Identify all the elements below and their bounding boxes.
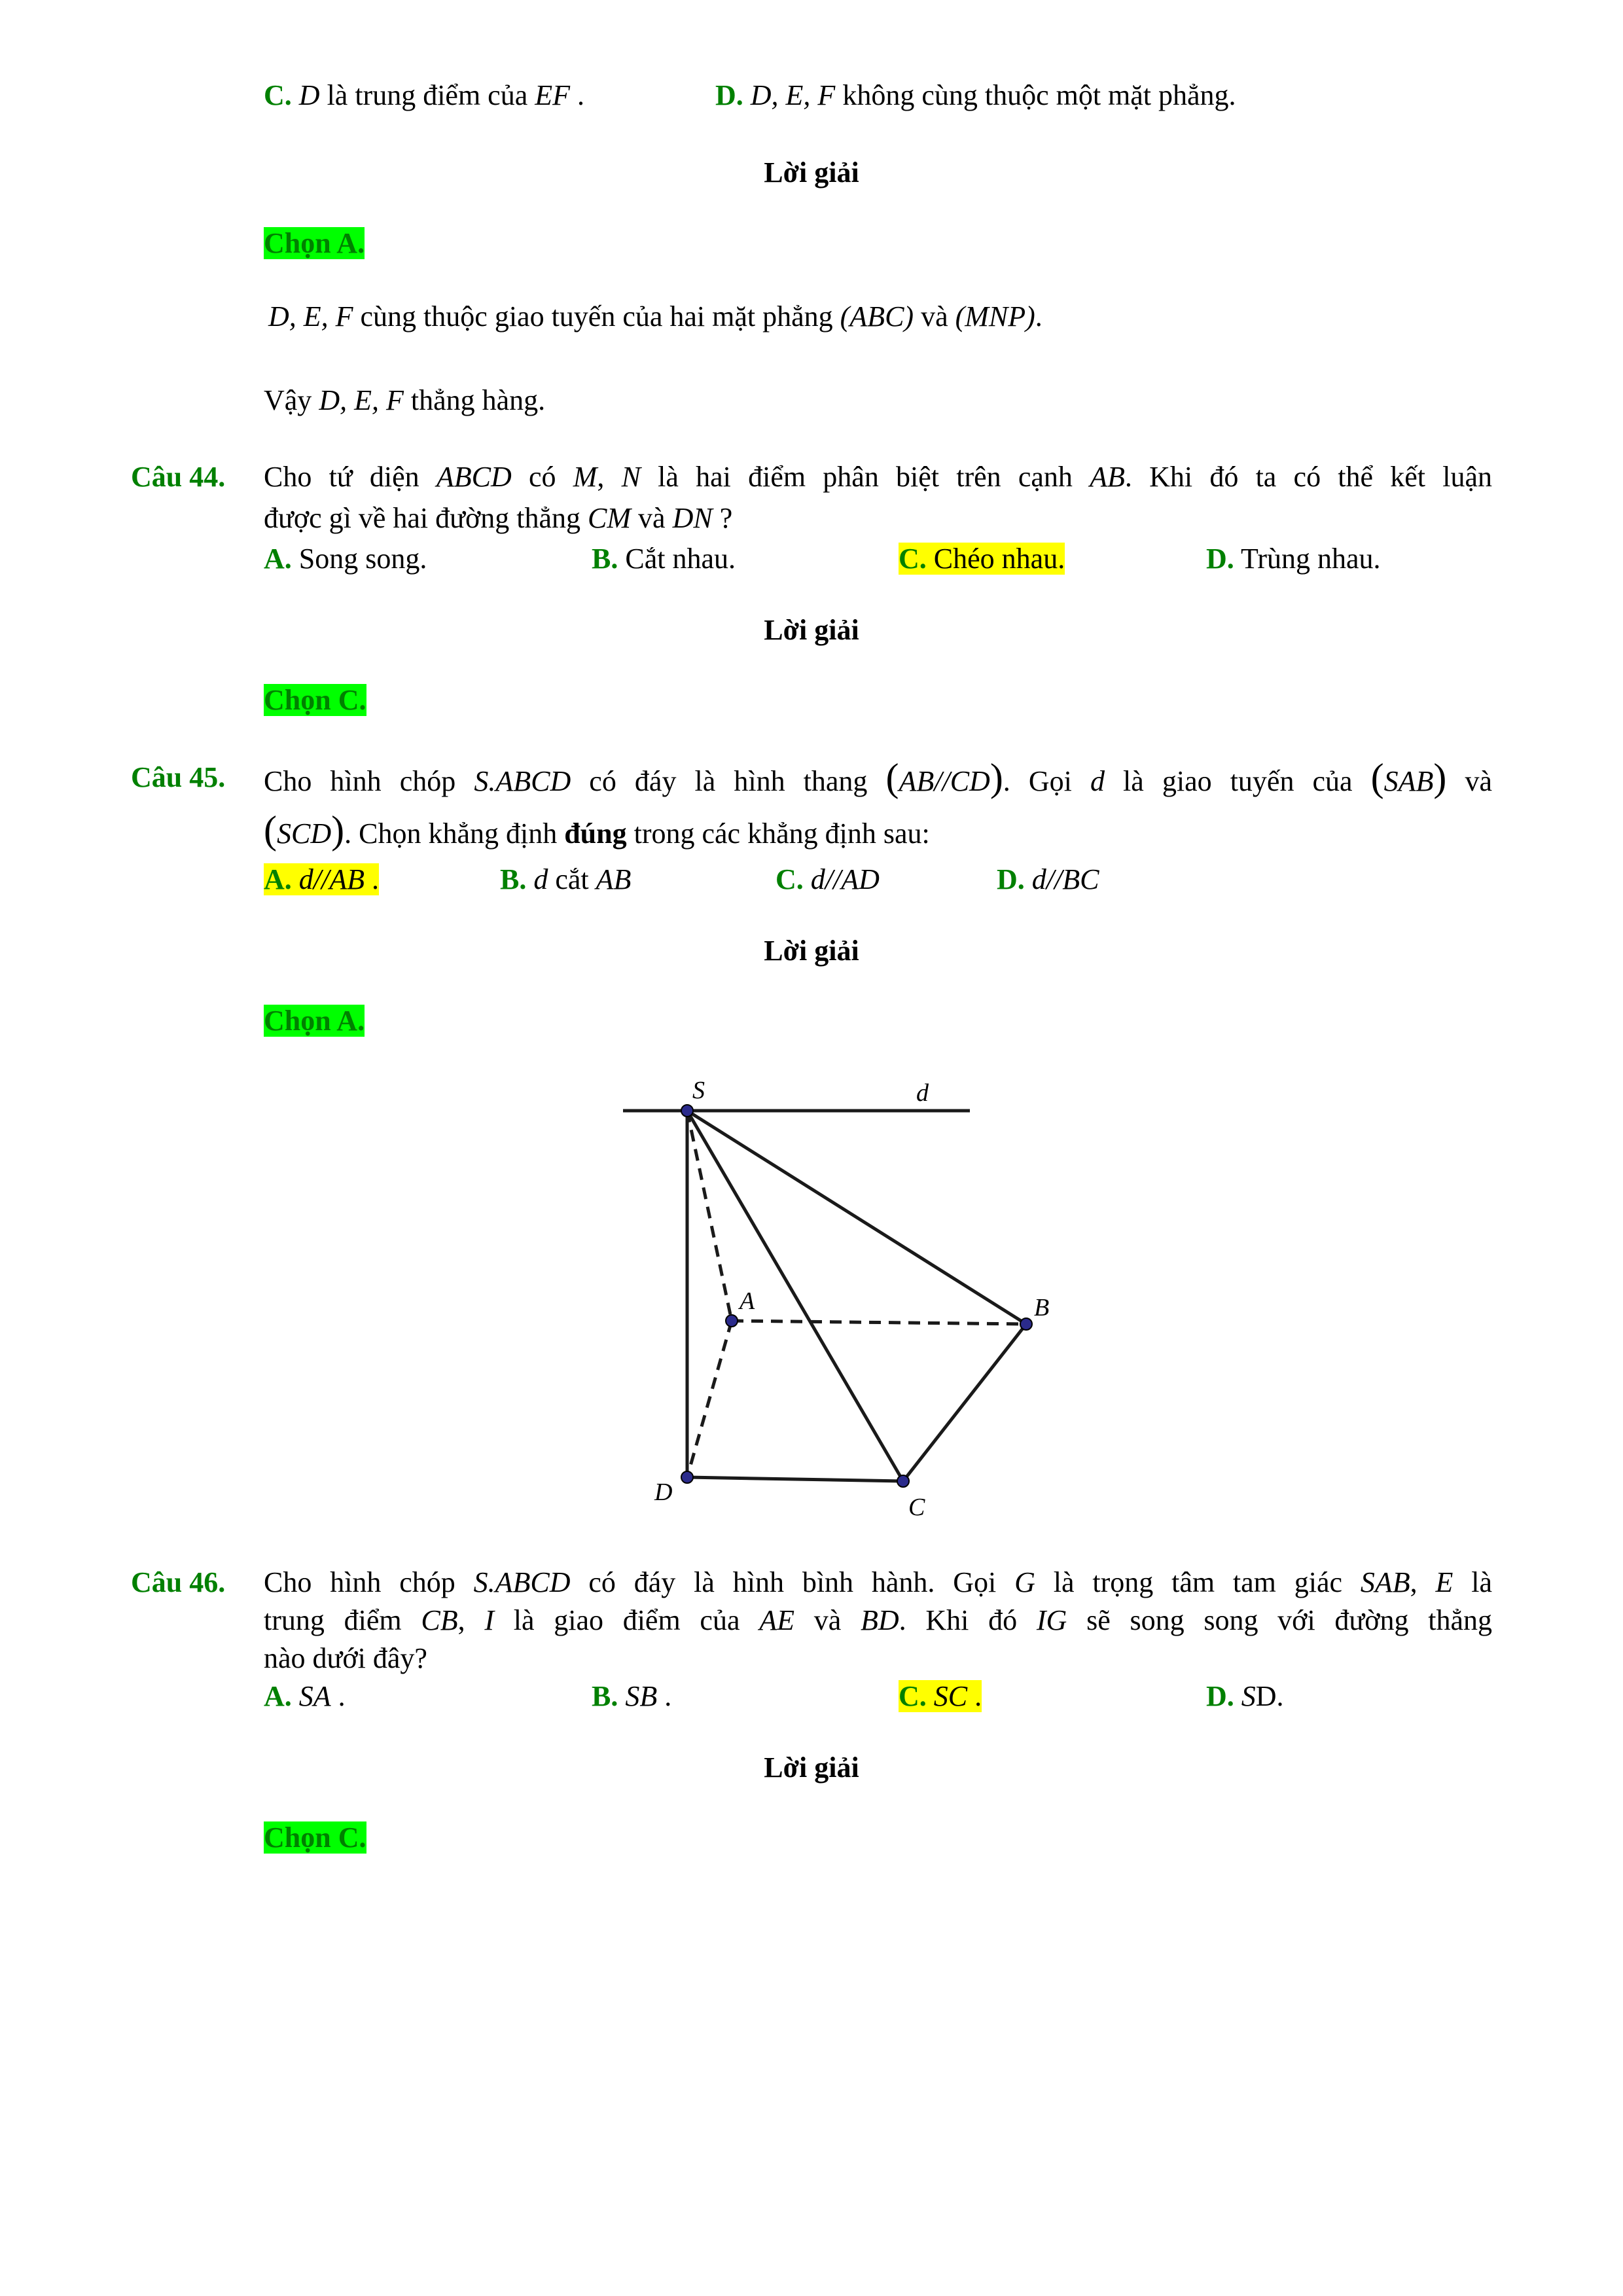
math: CM <box>588 502 632 534</box>
text: . Chọn khẳng định <box>344 817 565 850</box>
option-b[interactable] <box>500 861 631 898</box>
chosen-answer-text: Chọn C. <box>264 684 366 716</box>
option-text: Trùng nhau. <box>1234 543 1381 575</box>
option-label: C. <box>899 1680 927 1712</box>
question-number: Câu 46. <box>131 1566 226 1598</box>
edge-DC <box>687 1477 903 1481</box>
option-c[interactable] <box>899 541 1065 577</box>
question-text: nào dưới đây? <box>264 1642 427 1674</box>
solution-line <box>264 382 545 419</box>
punct: . <box>330 1680 346 1712</box>
math: D <box>298 79 320 111</box>
math: I <box>484 1604 494 1636</box>
math: ABCD <box>436 461 512 493</box>
text: trung điểm <box>264 1604 421 1636</box>
edge-BC <box>903 1324 1026 1481</box>
math: SCD <box>276 817 332 850</box>
option-label: D. <box>1206 1680 1234 1712</box>
option-b[interactable] <box>592 1678 671 1715</box>
math: AB//CD <box>899 765 990 797</box>
text: có đáy là hình bình hành. Gọi <box>570 1566 1015 1598</box>
option-label: A. <box>264 1680 292 1712</box>
option-label: D. <box>997 863 1025 895</box>
text: Cho hình chóp <box>264 1566 474 1598</box>
text: ? <box>712 502 733 534</box>
option-d[interactable] <box>1206 1678 1284 1715</box>
option-label: B. <box>592 1680 618 1712</box>
chosen-answer <box>264 1820 366 1856</box>
point-B <box>1020 1318 1032 1330</box>
math: CB <box>421 1604 458 1636</box>
point-A <box>726 1315 738 1327</box>
chosen-answer <box>264 225 365 262</box>
edge-AB <box>732 1321 1026 1324</box>
text: và <box>1446 765 1493 797</box>
math: D, E, F <box>319 384 404 416</box>
loi-giai-heading: Lời giải <box>764 935 859 967</box>
text: Cho hình chóp <box>264 765 474 797</box>
text: Vậy <box>264 384 319 416</box>
option-d[interactable] <box>997 861 1099 898</box>
option-label: A. <box>264 543 292 575</box>
label-D: D <box>654 1479 673 1506</box>
math: (ABC) <box>840 300 914 332</box>
point-S <box>681 1105 693 1117</box>
point-D <box>681 1471 693 1483</box>
loi-giai-heading: Lời giải <box>764 1751 859 1784</box>
math: AB <box>596 863 632 895</box>
text: được gì về hai đường thẳng <box>264 502 588 534</box>
question-text <box>264 500 732 537</box>
text: , <box>597 461 622 493</box>
math: AE <box>759 1604 794 1636</box>
math: N <box>621 461 641 493</box>
math: S.ABCD <box>473 1566 571 1598</box>
text: là <box>1453 1566 1493 1598</box>
text: là trọng tâm tam giác <box>1035 1566 1361 1598</box>
text: sẽ song song với đường thẳng <box>1067 1604 1493 1636</box>
option-label: C. <box>264 79 292 111</box>
text: và <box>794 1604 861 1636</box>
math: EF <box>535 79 570 111</box>
punct: . <box>570 79 584 111</box>
text: trong các khẳng định sau: <box>626 817 930 850</box>
text: có đáy là hình thang <box>571 765 886 797</box>
math: d <box>533 863 548 895</box>
option-c[interactable] <box>776 861 880 898</box>
option-label: B. <box>500 863 527 895</box>
option-text: Song song. <box>291 543 427 575</box>
option-label: C. <box>776 863 804 895</box>
emphasis: đúng <box>564 817 627 850</box>
math: D, E, F <box>268 300 353 332</box>
math: d//AD <box>810 863 880 895</box>
label-C: C <box>908 1494 925 1521</box>
text: là giao tuyến của <box>1104 765 1371 797</box>
text: Cho tứ diện <box>264 461 437 493</box>
math: d//AB <box>298 863 365 895</box>
text: có <box>511 461 573 493</box>
math: M <box>573 461 597 493</box>
option-text: là trung điểm của <box>319 79 535 111</box>
question-text <box>264 1602 1492 1639</box>
option-b[interactable] <box>592 541 736 577</box>
math: AB <box>1090 461 1125 493</box>
text: cùng thuộc giao tuyến của hai mặt phẳng <box>353 300 840 332</box>
question-number: Câu 44. <box>131 461 226 493</box>
math: S.ABCD <box>474 765 571 797</box>
label-d: d <box>916 1079 929 1107</box>
math: DN <box>672 502 713 534</box>
solution-line <box>268 298 1043 335</box>
text: . Gọi <box>1003 765 1090 797</box>
chosen-answer-text: Chọn C. <box>264 1821 366 1854</box>
question-text: Cho hình chóp S.ABCD có đáy là hình thang (AB//CD). Gọi d là giao tuyến của (SAB) và <box>264 756 1493 799</box>
option-text: Cắt nhau. <box>618 543 736 575</box>
option-text: cắt <box>548 863 596 895</box>
chosen-answer <box>264 1003 365 1039</box>
punct: . <box>967 1680 982 1712</box>
math: IG <box>1036 1604 1067 1636</box>
chosen-answer <box>264 682 366 719</box>
option-a[interactable] <box>264 541 427 577</box>
prev-option-d <box>715 77 1236 114</box>
math: BD <box>861 1604 899 1636</box>
punct: . <box>364 863 379 895</box>
text: và <box>914 300 955 332</box>
label-A: A <box>740 1287 755 1315</box>
math: (MNP) <box>955 300 1035 332</box>
loi-giai-heading: Lời giải <box>764 614 859 646</box>
option-d[interactable] <box>1206 541 1381 577</box>
edge-AD <box>687 1321 732 1477</box>
punct: . <box>657 1680 672 1712</box>
text: . Khi đó ta có thể kết luận <box>1124 461 1492 493</box>
question-text <box>264 459 1492 495</box>
math: D, E, F <box>750 79 836 111</box>
prev-option-c <box>264 77 584 114</box>
option-label: D. <box>1206 543 1234 575</box>
text: thẳng hàng. <box>403 384 546 416</box>
math: E <box>1435 1566 1454 1598</box>
math: SB <box>625 1680 658 1712</box>
math: SAB <box>1360 1566 1410 1598</box>
math: S <box>1241 1680 1256 1712</box>
point-C <box>897 1475 909 1487</box>
option-text: Chéo nhau. <box>926 543 1065 575</box>
option-label: B. <box>592 543 618 575</box>
edge-SC <box>687 1111 903 1481</box>
text: , <box>1410 1566 1436 1598</box>
math: SC <box>933 1680 968 1712</box>
text: là hai điểm phân biệt trên cạnh <box>640 461 1090 493</box>
chosen-answer-text: Chọn A. <box>264 227 365 259</box>
math: G <box>1014 1566 1035 1598</box>
option-a[interactable] <box>264 1678 346 1715</box>
label-B: B <box>1034 1294 1050 1321</box>
text: và <box>631 502 673 534</box>
edge-SB <box>687 1111 1026 1324</box>
pyramid-figure <box>615 1067 1099 1525</box>
option-label: C. <box>899 543 927 575</box>
edge-SA <box>687 1111 732 1321</box>
math: SAB <box>1383 765 1434 797</box>
text: . Khi đó <box>899 1604 1037 1636</box>
loi-giai-heading: Lời giải <box>764 156 859 188</box>
text: là giao điểm của <box>493 1604 760 1636</box>
option-c[interactable] <box>899 1678 982 1715</box>
math: d//BC <box>1031 863 1099 895</box>
option-label: A. <box>264 863 292 895</box>
punct: D. <box>1255 1680 1284 1712</box>
option-label: D. <box>715 79 743 111</box>
option-text: không cùng thuộc một mặt phẳng. <box>835 79 1236 111</box>
option-a[interactable] <box>264 861 379 898</box>
punct: . <box>1035 300 1043 332</box>
text: , <box>457 1604 485 1636</box>
math: d <box>1090 765 1105 797</box>
math: SA <box>298 1680 331 1712</box>
label-S: S <box>692 1077 705 1104</box>
question-text <box>264 1564 1492 1601</box>
chosen-answer-text: Chọn A. <box>264 1005 365 1037</box>
question-number: Câu 45. <box>131 761 226 793</box>
question-text: (SCD). Chọn khẳng định đúng trong các khẳng định sau: <box>264 808 930 852</box>
